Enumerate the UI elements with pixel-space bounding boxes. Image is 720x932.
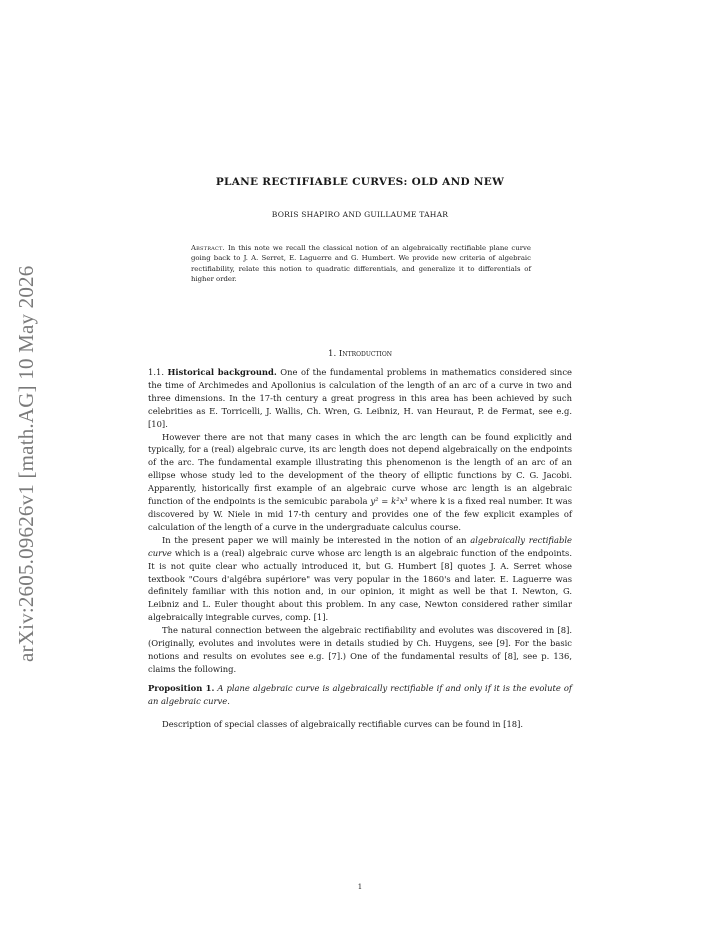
proposition-text: A plane algebraic curve is algebraically rectifiable if and only if it is the evolute of an algebraic curve. (148, 682, 572, 706)
arxiv-identifier: arXiv:2605.09626v1 [math.AG] 10 May 2026 (14, 265, 38, 662)
subsection-title: Historical background. (167, 367, 277, 377)
formula: y² = k²x³ (370, 496, 408, 507)
page-number: 1 (357, 883, 363, 891)
abstract-label: Abstract. (191, 244, 225, 252)
paragraph-description (148, 718, 572, 731)
paragraph-historical (148, 366, 572, 431)
paper-title: PLANE RECTIFIABLE CURVES: OLD AND NEW (215, 176, 505, 188)
section-title: Introduction (338, 349, 393, 359)
paper-body (148, 366, 572, 730)
paragraph-rectifiable (148, 534, 572, 624)
paragraph-text: In the present paper we will mainly be interested in the notion of an (162, 534, 467, 545)
paragraph-text: which is a (real) algebraic curve whose arc length is an algebraic function of the endpoints. It is not quite clear who actually introduced it, but G. Humbert [8] quotes J. A. Serret whose textbook "Cours d'algébra supériore" was very popular in the 1860's and later. E. Laguerre was definitely familiar with this notion and, in our opinion, it might as well be that I. Newton, G. Leibniz and L. Euler thought about this problem. In any case, Newton considered rather similar algebraically integrable curves, comp. [1]. (148, 547, 572, 623)
subsection-number: 1.1. (148, 367, 164, 377)
proposition (148, 682, 572, 708)
section-number: 1. (327, 349, 337, 359)
proposition-label: Proposition 1. (148, 682, 215, 693)
paragraph-text: However there are not that many cases in which the arc length can be found explicitly and typically, for a (real) algebraic curve, its arc length does not depend algebraically on the endpoints of the arc. The fundamental example illustrating this phenomenon is the length of an arc of an ellipse whose study led to the development of the theory of elliptic functions by C. G. Jacobi. Apparently, historically first example of an algebraic curve whose arc length is an algebraic function of the endpoints is the semicubic parabola (148, 431, 572, 507)
section-heading (148, 349, 572, 359)
abstract (191, 243, 531, 285)
paragraph-arc-length (148, 431, 572, 534)
paragraph-text: One of the fundamental problems in mathematics considered since the time of Archimedes and Apollonius is calculation of the length of an arc of a curve in two and three dimensions. In the 17-th century a great progress in this area has been achieved by such celebrities as E. Torricelli, J. Wallis, Ch. Wren, G. Leibniz, H. van Heuraut, P. de Fermat, see e.g. [10]. (148, 367, 572, 429)
paragraph-text: where k is a fixed real number. It was discovered by W. Niele in mid 17-th century and provides one of the few explicit examples of calculation of the length of a curve in the undergraduate calculus course. (148, 496, 572, 532)
abstract-text: In this note we recall the classical notion of an algebraically rectifiable plane curve going back to J. A. Serret, E. Laguerre and G. Humbert. We provide new criteria of algebraic rectifiability, relate this notion to quadratic differentials, and generalize it to differentials of higher order. (191, 244, 531, 284)
paragraph-text: Description of special classes of algebraically rectifiable curves can be found in [18]. (162, 718, 524, 729)
paragraph-evolutes (148, 624, 572, 676)
defined-term: algebraically rectifiable curve (148, 534, 572, 558)
paragraph-text: The natural connection between the algebraic rectifiability and evolutes was discovered in [8]. (Originally, evolutes and involutes were in details studied by Ch. Huygens, see [9]. For the basic notions and results on evolutes see e.g. [7].) One of the fundamental results of [8], see p. 136, claims the following. (148, 625, 572, 674)
paper-authors: BORIS SHAPIRO AND GUILLAUME TAHAR (271, 210, 449, 219)
